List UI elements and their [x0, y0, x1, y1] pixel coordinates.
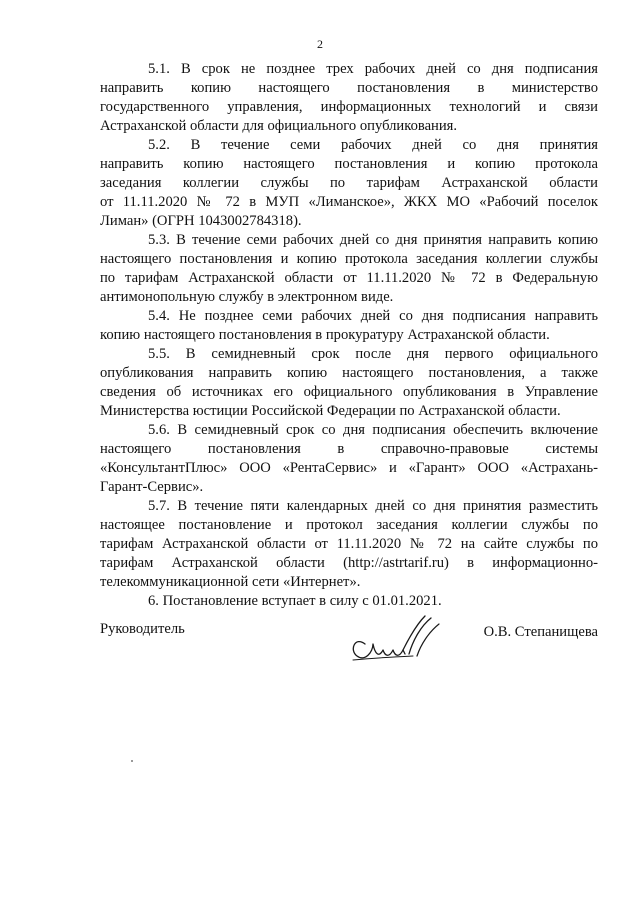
- text-line: по тарифам Астраханской области от 11.11.2020 № 72 в Федеральную: [100, 270, 598, 286]
- text-line: направить копию настоящего постановления в министерство: [100, 80, 598, 96]
- paragraph-5-3: [100, 231, 598, 307]
- text-line: «КонсультантПлюс» ООО «РентаСервис» и «Гарант» ООО «Астрахань-: [100, 460, 598, 476]
- signature-block: [100, 612, 598, 672]
- text-line: заседания коллегии службы по тарифам Астраханской области: [100, 175, 598, 191]
- text-line: Министерства юстиции Российской Федерации по Астраханской области.: [100, 403, 561, 419]
- paragraph-5-7: [100, 497, 598, 592]
- text-line: настоящее постановление и протокол заседания коллегии службы по: [100, 517, 598, 533]
- text-line: 6. Постановление вступает в силу с 01.01.2021.: [148, 593, 442, 609]
- text-line: 5.2. В течение семи рабочих дней со дня принятия: [148, 137, 598, 153]
- paragraph-5-1: [100, 60, 598, 136]
- paragraph-5-2: [100, 136, 598, 231]
- text-line: тарифам Астраханской области (http://astrtarif.ru) в информационно-: [100, 555, 598, 571]
- text-line: 5.7. В течение пяти календарных дней со дня принятия разместить: [148, 498, 598, 514]
- handwritten-signature: [343, 610, 443, 666]
- text-line: от 11.11.2020 № 72 в МУП «Лиманское», ЖКХ МО «Рабочий поселок: [100, 194, 598, 210]
- paragraph-5-6: [100, 421, 598, 497]
- text-line: копию настоящего постановления в прокуратуру Астраханской области.: [100, 327, 550, 343]
- page-number: 2: [317, 37, 323, 51]
- text-line: Астраханской области для официального опубликования.: [100, 118, 458, 134]
- text-line: 5.5. В семидневный срок после дня первого официального: [148, 346, 598, 362]
- paragraph-5-5: [100, 345, 598, 421]
- text-line: телекоммуникационной сети «Интернет».: [100, 574, 361, 590]
- text-line: направить копию настоящего постановления и копию протокола: [100, 156, 598, 172]
- text-line: 5.4. Не позднее семи рабочих дней со дня подписания направить: [148, 308, 598, 324]
- text-line: Лиман» (ОГРН 1043002784318).: [100, 213, 302, 229]
- text-line: настоящего постановления в справочно-правовые системы: [100, 441, 598, 457]
- signatory-title: Руководитель: [100, 621, 185, 637]
- text-line: антимонопольную службу в электронном виде.: [100, 289, 394, 305]
- document-body: [100, 60, 598, 611]
- scan-speck: [131, 760, 133, 762]
- text-line: опубликования направить копию настоящего постановления, а также: [100, 365, 598, 381]
- signatory-name: О.В. Степанищева: [483, 624, 598, 640]
- text-line: государственного управления, информационных технологий и связи: [100, 99, 598, 115]
- text-line: 5.1. В срок не позднее трех рабочих дней со дня подписания: [148, 61, 598, 77]
- text-line: тарифам Астраханской области от 11.11.2020 № 72 на сайте службы по: [100, 536, 598, 552]
- paragraph-6: [100, 592, 598, 611]
- text-line: 5.3. В течение семи рабочих дней со дня принятия направить копию: [148, 232, 598, 248]
- text-line: Гарант-Сервис».: [100, 479, 204, 495]
- text-line: 5.6. В семидневный срок со дня подписания обеспечить включение: [148, 422, 598, 438]
- paragraph-5-4: [100, 307, 598, 345]
- text-line: настоящего постановления и копию протокола заседания коллегии службы: [100, 251, 598, 267]
- text-line: сведения об источниках его официального опубликования в Управление: [100, 384, 598, 400]
